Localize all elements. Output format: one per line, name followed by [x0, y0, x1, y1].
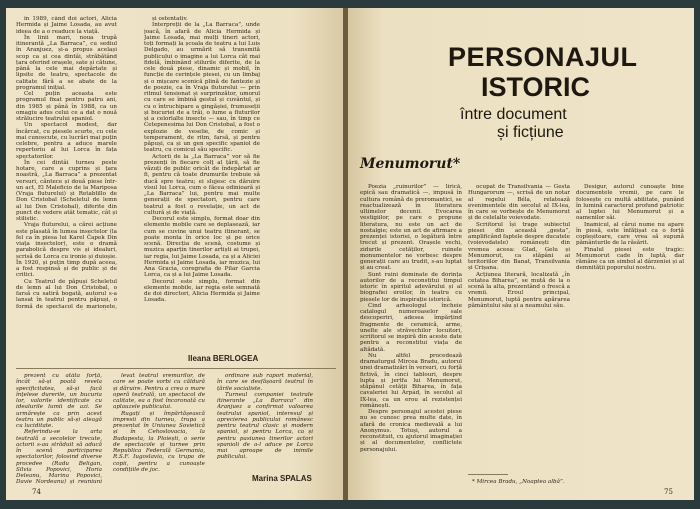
paragraph: Poezia „ruinurilor” — lirică, epică sau dramatică —, impusă în cultura română de preromantici, se reactualizează în literatura ultimelor decenii. Evocarea vestigiilor, pe care o propune literatura, nu este un act de nostalgie; este un act de afirmare a prezenței istoriei, o legătură între trecut și prezent. Orașele vechi, zidurile cetăților, ruinele monumentelor ne vorbesc despre generații care au trudit, s-au luptat și au creat.: [360, 184, 462, 272]
paragraph: Rugați și împărtășească impresii din turneu, trupa a prezentat în Uniunea Sovietică și în Cehoslovacia, la Budapesta, la Ploiești, o serie de spectacole și turnee prin Republica Federală Germania, R.S.F. Iugoslavia, cu trupa de copii, pentru a cunoaște condițiile de joc.: [113, 410, 205, 473]
paragraph: Actorii de la „La Barraca” vor să fie prezenți în fiecare colț al țării, să fie văzuți de public oricât de îndepărtat ar fi, pentru că toate drumurile trebuie să ducă spre teatru; ei slujesc cu dăruire visul lui Lorca, cum o făcea odinioară și „La Barraca” lui, pentru mai multe generații de spectatori, pentru care teatrul a fost o revelație, un act de cultură și de viață.: [144, 153, 260, 216]
paragraph: Decorul este simplu, format doar din elemente mobile care se deplasează, iar cum se cuvine unui teatru itinerant, se poate monta în orice loc și pe orice scenă. Direcția de scenă, costume și muzica aparțin tinerilor artiști ai trupei, iar regia, lui Jaime Losada, ca și a Aliciei Hermida și Jaime Losada, iar muzica, lui Ana Gracia, coregrafia de Pilar Garcia Lorca, ca și a lui Jaime Losada.: [144, 216, 260, 279]
paragraph: Decorul este simplu, format din elemente mobile, iar regia este semnată de doi directori, Alicia Hermida și Jaime Losada.: [144, 278, 260, 304]
page-number-left: 74: [32, 488, 41, 496]
footnote: * Mircea Bradu, „Noaptea albă”.: [472, 479, 565, 485]
paragraph: și ostentativ.: [152, 16, 188, 22]
paragraph: Vraja fluturelui, a cărei acțiune este plasată în lumea insectelor (la fel ca în piesa lui Karel Čapek Din viața insectelor), este o dramă parabolică despre vis și idealuri, scrisă de Lorca cu ironie și duioșie. În 1920, și puțin timp după aceea, a fost respinsă și de public și de critici.: [16, 222, 117, 279]
paragraph: levat teatrul vremurilor, de care se poate vorbi cu căldură și dăruire. Pentru a crea o mare operă teatrală, un spectacol de calitate, ea a fost încoronată cu aplauzele publicului.: [113, 373, 205, 411]
paragraph: Cind arheologul încheie catalogul numeroaselor sale descoperiri, adesea împărțind fragmente de ceramică, arme, unelte ale străvechilor locuitori, scriitorul se inspiră din aceste date pentru a reconstitui viața de altădată.: [360, 302, 462, 353]
left-column3-bottom: [217, 373, 313, 473]
paragraph: În linii mari, noua trupă itinerantă „La Barraca”, cu sediul în Aranjuez, și-a propus același scop ca și cea dintâi, străbătând țara oferind orașele, sate și cătune, până la cele mai depărtate și lipsite de teatru, spectacole de calitate fără a se abate de la programul inițial.: [16, 34, 117, 91]
subheadline-line2: și ficțiune: [497, 124, 564, 141]
right-column3: [576, 184, 684, 472]
paragraph: ocupat de Transilvania — Gesta Hungarorum —, scrisă de un notar al regelui Béla, relatează evenimentele din secolul al IX-lea, în care se vorbește de Menumorut și de celelalte voievodate.: [468, 184, 570, 222]
left-column2-bottom: [113, 373, 205, 485]
paragraph: Un spectacol modest, dar încărcat, cu piesele scurte, cu cele mai cunoscute, cu lucrări mai puțin celebre, pentru a aduce marele repertoriu al lui Lorca în fața spectatorilor.: [16, 122, 117, 160]
paragraph: Cel puțin aceasta este programul fixat pentru patru ani, din 1985 și până în 1988, ca un omagiu adus celui ce a dat o nouă strălucire teatrului spaniol.: [16, 91, 117, 122]
right-column2: [468, 184, 570, 472]
paragraph: Turneul companiei teatrale itinerante „La Barraca” din Aranjuez a confirmat valoarea teatrului spaniol, interesul și aprecierea publicului românesc pentru teatrul clasic și modern spaniol, și pentru Lorca, ca și pentru pasiunea tinerilor actori spanioli de a-l aduce pe Lorca mai aproape de inimile publicului.: [217, 391, 313, 461]
paragraph: Scriitorul își trage subiectul piesei din această „gesta”, amplificând faptele despre ducatele (voievodatele) românești din vremea aceea: Glad, Gelu și Menumorut, ca stăpâni ai teritoriilor din Banat, Transilvania și Crișana.: [468, 221, 570, 272]
left-column2-top: [144, 16, 260, 348]
paragraph: Despre personajul acestei piese nu se cunosc prea multe date, în afară de cronica medievală a lui Anonymus. Totuși, autorul a reconstituit, cu ajutorul imaginației și al documentelor, conflictele personajului.: [360, 409, 462, 453]
article-title: Menumorut*: [360, 156, 461, 172]
paragraph: Referindu-se la arta teatrală a secolelor trecute, actorii s-au străduit să aducă în scenă participarea spectatorilor, folosind diverse procedee (Radu Beligan, Silvia Popovici, Horia Deleanu, Marina Popovici, Davie Nordeanu) și reuniuni: [16, 429, 102, 485]
left-column1-top: [16, 16, 117, 310]
paragraph: Sunt ruini dominate de dorința autorilor de a reconstitui timpul istoric în spiritul adevărului și al biografiei eroilor, în teatru cu piesele lor de inspirație istorică.: [360, 271, 462, 303]
paragraph: prezent cu atâta forță, încât să-și poată revela specificitatea, să-și facă înțelese durerile, un bucuria lor, valorile identificate cu idealurile lumii de azi. Se urmărește ca prin acest teatru un public să-și aleagă cu luciditate.: [16, 373, 102, 429]
headline-line1: PERSONAJUL: [448, 42, 638, 72]
paragraph: Nu altfel procedează dramaturgul Mircea Bradu, autorul unei dramatizări în versuri, cu forță fictivă, în cinci tablouri, despre lupta și jertfa lui Menumorut, stăpânul cetății Biharea, în fața cavaleriei lui Árpád, în secolul al IX-lea, ca un erou al rezistenței românești.: [360, 352, 462, 409]
paragraph: Inamicul, al cărui nume nu apare în piesă, este înfățișat ca o forță copleșitoare, care vrea să supună pământurile de la răsărit.: [576, 221, 684, 247]
signature-spalas: Marina SPALAS: [252, 474, 312, 483]
right-column1: [360, 184, 462, 466]
paragraph: În cei dintâi turneu peste hotare, care a cuprins și țara noastră, „La Barraca” a prezentat versuri, cântece și două piese într-un act, El Maleficio de la Mariposa (Vraja fluturelui) și Retablillo de Don Cristobal (Scheletul de lemn al lui Don Cristobal), diferite din punct de vedere atât tematic, cât și stilistic.: [16, 159, 117, 222]
right-page: [348, 8, 694, 500]
paragraph: Finalul piesei este tragic: Menumorut cade în luptă, dar rămâne ca un simbol al dârzeniei și al demnității poporului nostru.: [576, 246, 684, 272]
headline-line2: ISTORIC: [481, 72, 591, 102]
left-page: [6, 8, 344, 500]
page-number-right: 75: [664, 488, 673, 496]
paragraph: Cu Teatrul de păpuși Scheletul de lemn al lui Don Cristobal, o farsă cu satiră bogată, autorul s-a lansat în teatrul pentru păpuși, o formă de spectacol de marionete,: [16, 278, 117, 310]
section-divider: [16, 368, 336, 369]
paragraph: Acțiunea literară, localizată „în cetatea Biharea”, se mută de la o scenă la alta, prezentând o frescă a vremii. Eroul principal, Menumorut, luptă pentru apărarea pământului său și a neamului său.: [468, 271, 570, 309]
left-column1-bottom: [16, 373, 102, 485]
footnote-divider: [468, 474, 508, 475]
paragraph: ordinare sub raport material, în care se desfășoară teatrul în țările socialiste.: [217, 373, 313, 392]
subheadline-line1: între document: [460, 106, 567, 123]
paragraph: Desigur, autorul cunoaște bine documentele vremii, pe care le folosește cu multă abilitate, punând în lumină caracterul profund patriotic al luptei lui Menumorut și a oamenilor săi.: [576, 184, 684, 222]
signature-berlogea: Ileana BERLOGEA: [188, 354, 259, 363]
paragraph: în 1989, când doi actori, Alicia Hermida și Jaime Losada, au avut ideea de a o readuce la viață.: [16, 16, 117, 35]
paragraph: Interpreții de la „La Barraca”, unde joacă, în afară de Alicia Hermida și Jaime Losada, mai mulți tineri actori, toți formați la școala de teatru a lui Luis Delgado, au urmărit să transmită publicului o imagine a lui Lorca cât mai fidelă, îmbinând stilurile diferite, de la cele două piese, dinamic și mobil, în funcție de cerințele piesei, cu un limbaj și o mișcare scenică plină de fantezie și de poezie, ca în Vraja fluturelui — prin ritmul tensionat și surprinzător, umorul cu care se îmbină gestul și cuvântul, și cu o întruchipare a gingășiei, frumuseții și bucuriei de a trăi, o lume a fluturilor și a celorlalte insecte — sau, în timp ce Cetepenesima lui Don Cristobal, a fost o explozie de veselie, de comic și temperament, de ritm, farsă, și pentru păpuși, ca și un gen specific spaniol de teatru, cu comicul său specific.: [144, 22, 260, 154]
